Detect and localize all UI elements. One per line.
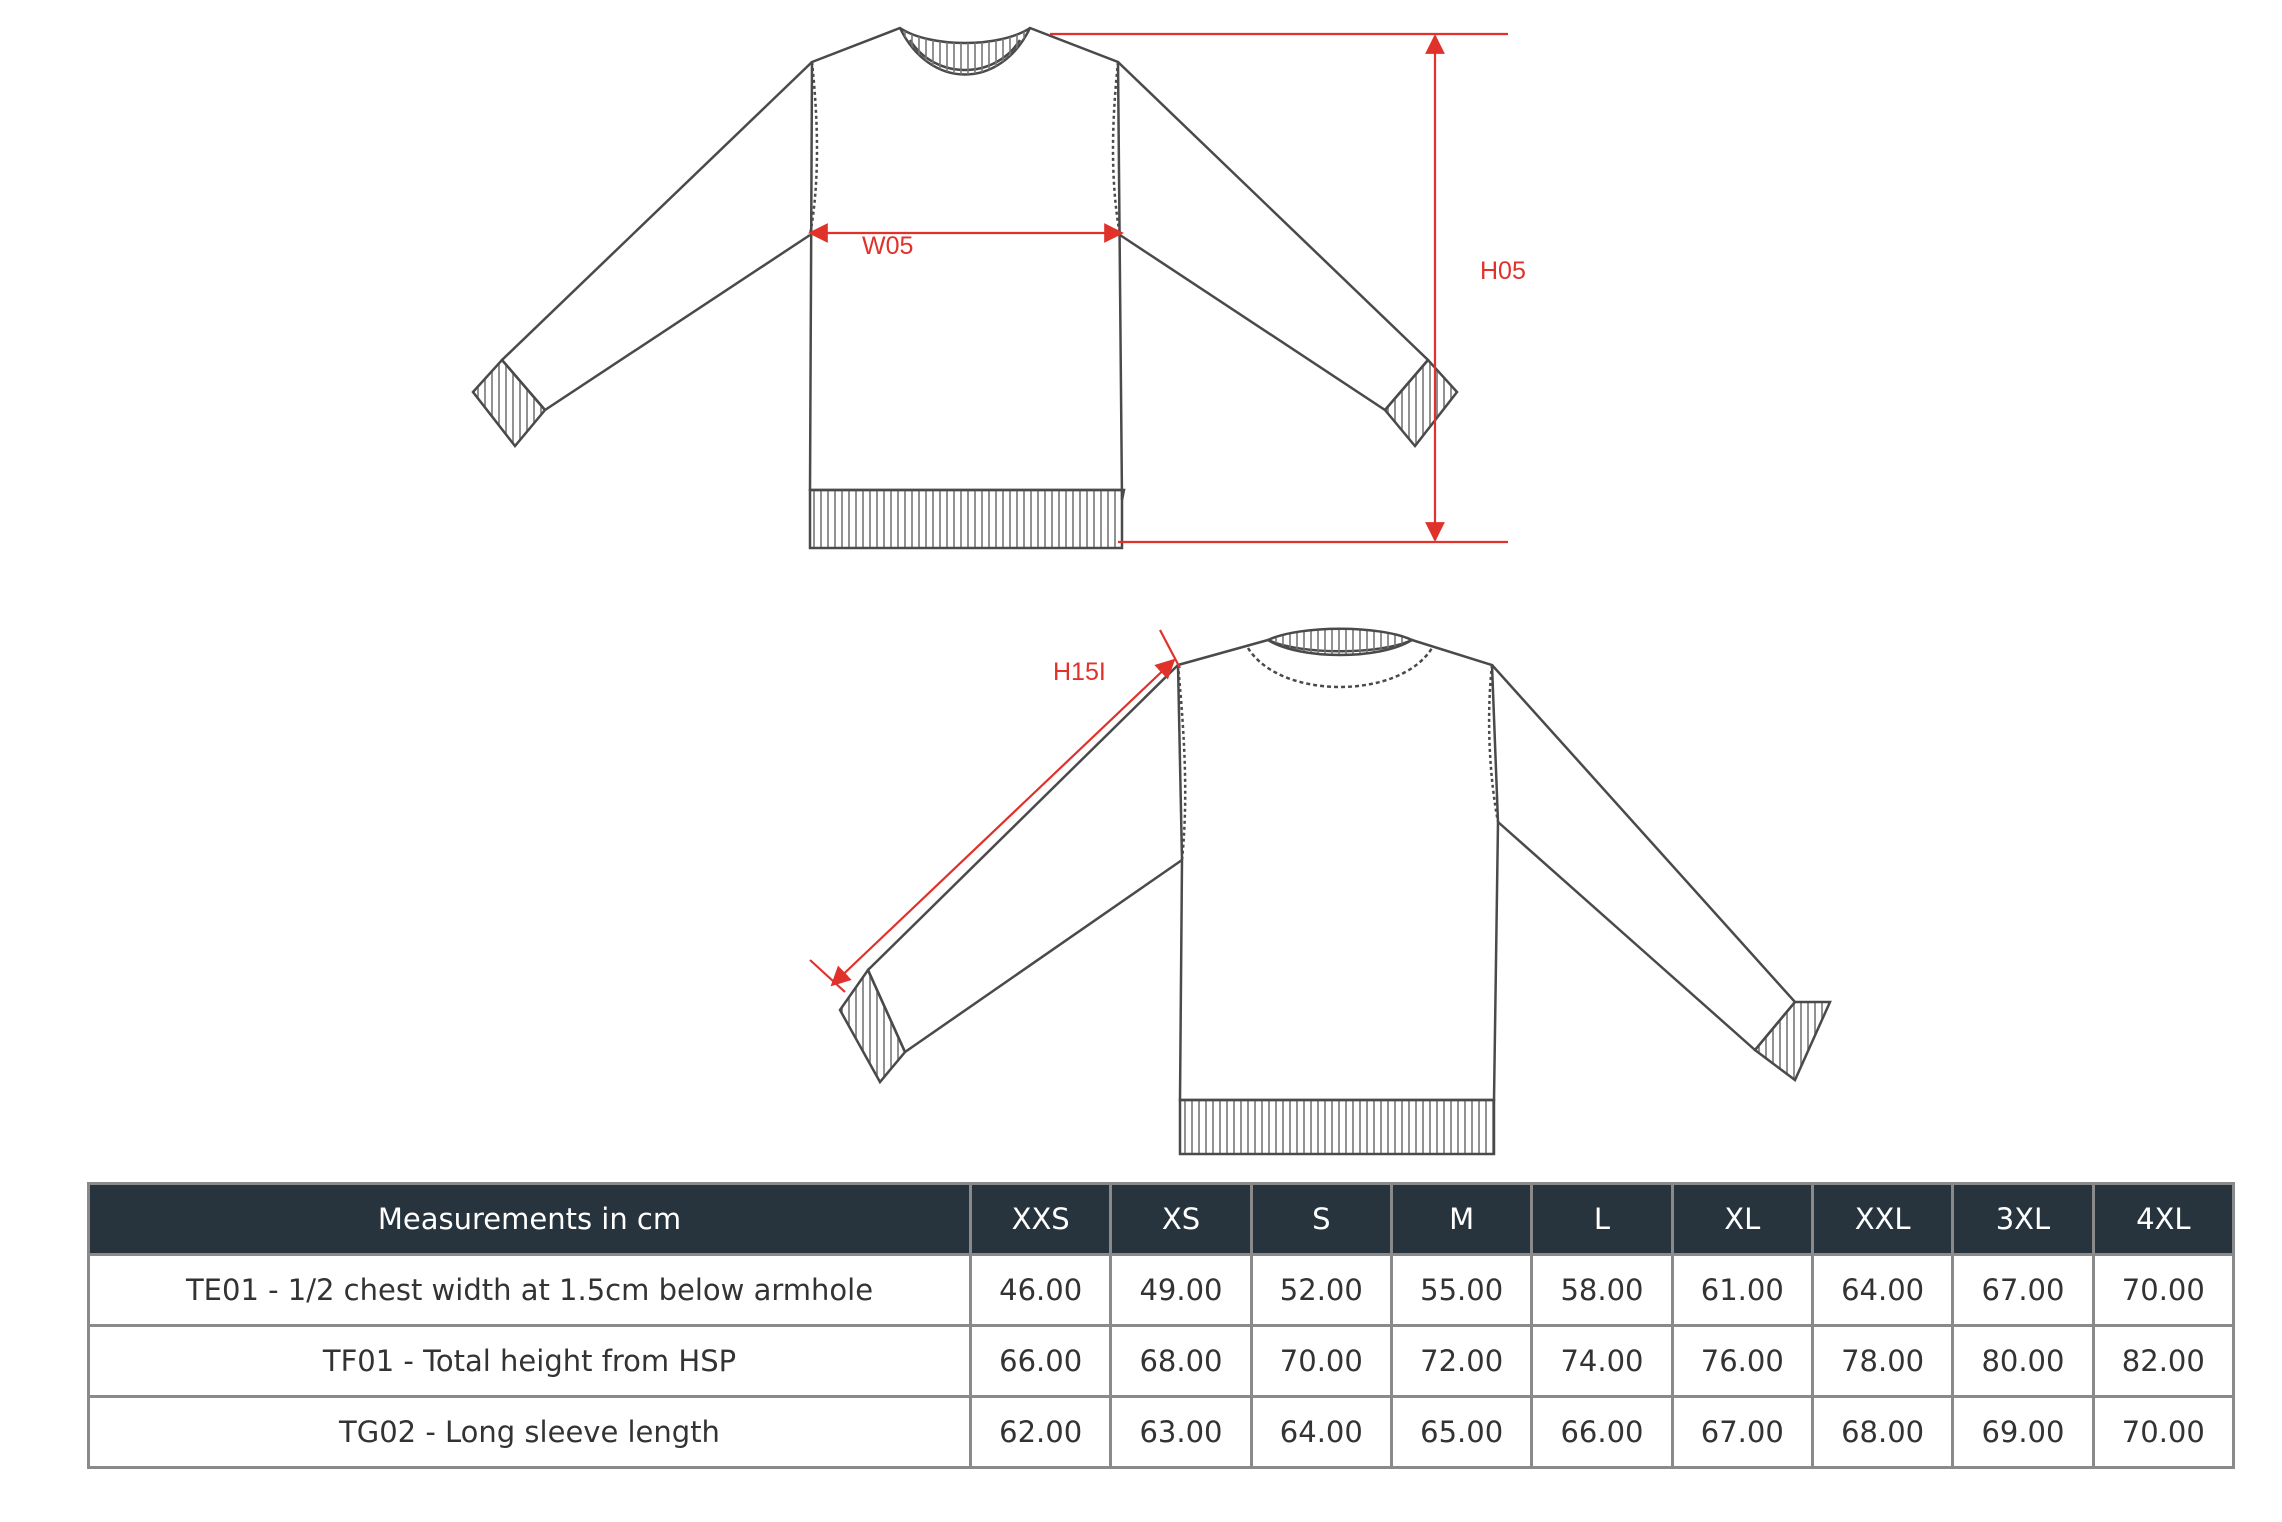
table-cell: 64.00 <box>1251 1397 1391 1468</box>
row-label: TF01 - Total height from HSP <box>89 1326 971 1397</box>
front-sweater-drawing <box>473 28 1457 548</box>
table-cell: 63.00 <box>1111 1397 1251 1468</box>
table-cell: 67.00 <box>1672 1397 1812 1468</box>
table-cell: 65.00 <box>1391 1397 1531 1468</box>
table-cell: 72.00 <box>1391 1326 1531 1397</box>
table-cell: 74.00 <box>1532 1326 1672 1397</box>
table-cell: 66.00 <box>1532 1397 1672 1468</box>
header-size: XXL <box>1812 1184 1952 1255</box>
back-sweater-drawing <box>840 629 1830 1154</box>
table-cell: 68.00 <box>1812 1397 1952 1468</box>
table-row <box>89 1397 2234 1468</box>
header-corner: Measurements in cm <box>89 1184 971 1255</box>
size-chart <box>87 1182 2235 1469</box>
table-cell: 80.00 <box>1953 1326 2093 1397</box>
header-size: L <box>1532 1184 1672 1255</box>
row-label: TE01 - 1/2 chest width at 1.5cm below armhole <box>89 1255 971 1326</box>
table-cell: 64.00 <box>1812 1255 1952 1326</box>
table-cell: 62.00 <box>971 1397 1111 1468</box>
table-cell: 49.00 <box>1111 1255 1251 1326</box>
back-sleeve-label: H15I <box>1053 658 1106 686</box>
header-size: M <box>1391 1184 1531 1255</box>
table-cell: 67.00 <box>1953 1255 2093 1326</box>
header-size: XL <box>1672 1184 1812 1255</box>
front-height-label: H05 <box>1480 257 1526 285</box>
table-row <box>89 1255 2234 1326</box>
table-cell: 46.00 <box>971 1255 1111 1326</box>
table-cell: 76.00 <box>1672 1326 1812 1397</box>
table-row <box>89 1326 2234 1397</box>
table-cell: 52.00 <box>1251 1255 1391 1326</box>
header-size: XXS <box>971 1184 1111 1255</box>
row-label: TG02 - Long sleeve length <box>89 1397 971 1468</box>
table-cell: 70.00 <box>1251 1326 1391 1397</box>
table-cell: 68.00 <box>1111 1326 1251 1397</box>
table-cell: 78.00 <box>1812 1326 1952 1397</box>
header-size: S <box>1251 1184 1391 1255</box>
table-cell: 70.00 <box>2093 1255 2233 1326</box>
header-size: 3XL <box>1953 1184 2093 1255</box>
header-size: XS <box>1111 1184 1251 1255</box>
table-cell: 69.00 <box>1953 1397 2093 1468</box>
table-header-row <box>89 1184 2234 1255</box>
measurements-table <box>87 1182 2235 1469</box>
header-size: 4XL <box>2093 1184 2233 1255</box>
table-cell: 66.00 <box>971 1326 1111 1397</box>
table-cell: 61.00 <box>1672 1255 1812 1326</box>
table-cell: 70.00 <box>2093 1397 2233 1468</box>
table-cell: 82.00 <box>2093 1326 2233 1397</box>
table-cell: 58.00 <box>1532 1255 1672 1326</box>
table-cell: 55.00 <box>1391 1255 1531 1326</box>
front-width-label: W05 <box>862 232 914 260</box>
